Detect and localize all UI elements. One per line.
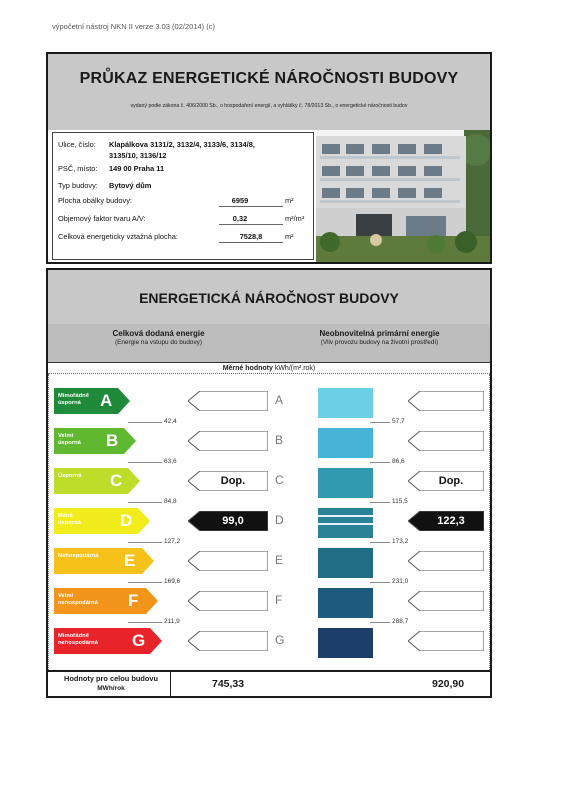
primary-class-block-a <box>318 388 373 418</box>
delivered-indicator-c-text: Dop. <box>220 474 246 487</box>
whole-building-values-row <box>48 670 490 696</box>
whole-building-label-line1: Hodnoty pro celou budovu <box>63 674 159 683</box>
class-label-line1: Mimořádně <box>58 633 89 639</box>
class-arrow-c <box>54 468 140 494</box>
delivered-limit-tick <box>128 622 162 623</box>
primary-limit-d: 173,2 <box>392 538 409 545</box>
shape-factor-value: 0,32 <box>232 214 248 223</box>
building-photo <box>316 130 490 262</box>
class-arrow-g <box>54 628 162 654</box>
primary-energy-subtitle: (Vliv provozu budovy na životní prostředí) <box>320 339 439 346</box>
reference-area-label: Celková energeticky vztažná plocha: <box>58 232 178 241</box>
delivered-limit-b: 63,6 <box>164 458 177 465</box>
certificate-header-box <box>46 52 492 264</box>
primary-limit-tick <box>370 622 390 623</box>
primary-limit-tick <box>370 422 390 423</box>
primary-indicator-d-text: 122,3 <box>437 514 465 527</box>
delivered-energy-title: Celková dodaná energie <box>112 329 205 338</box>
class-center-letter-e: E <box>275 553 284 567</box>
primary-energy-title: Neobnovitelná primární energie <box>319 329 440 338</box>
class-label-line1: Úsporná <box>58 473 82 479</box>
class-center-letter-g: G <box>275 633 285 647</box>
class-label-g <box>58 633 98 646</box>
class-arrow-d <box>54 508 150 534</box>
class-arrow-b <box>54 428 136 454</box>
street-label: Ulice, číslo: <box>58 140 96 149</box>
primary-limit-c: 115,5 <box>392 498 408 505</box>
primary-indicator-f <box>408 591 484 611</box>
certificate-title: PRŮKAZ ENERGETICKÉ NÁROČNOSTI BUDOVY <box>79 70 459 87</box>
delivered-limit-d: 127,2 <box>164 538 181 545</box>
shape-factor-unit: m²/m³ <box>285 214 305 223</box>
envelope-area-value: 6959 <box>231 196 249 205</box>
primary-class-block-b <box>318 428 373 458</box>
primary-class-block-f <box>318 588 373 618</box>
whole-building-unit: MWh/rok <box>97 685 125 692</box>
class-letter-c: C <box>110 471 123 490</box>
class-center-letter-c: C <box>275 473 284 487</box>
energy-rating-box <box>46 268 492 698</box>
delivered-indicator-a <box>188 391 268 411</box>
primary-energy-total: 920,90 <box>432 678 465 690</box>
envelope-area-unit: m² <box>285 196 294 205</box>
rating-title: ENERGETICKÁ NÁROČNOST BUDOVY <box>139 290 399 306</box>
delivered-limit-c: 84,8 <box>164 498 177 505</box>
primary-limit-tick <box>370 462 390 463</box>
shape-factor-underline <box>219 224 283 225</box>
delivered-limit-tick <box>128 582 162 583</box>
primary-indicator-c <box>408 471 484 491</box>
class-letter-g: G <box>132 631 146 650</box>
certificate-subtitle: vydaný podle zákona č. 406/2000 Sb., o hospodaření energií, a vyhlášky č. 78/2013 Sb., o energetické náročnosti budov <box>130 103 408 109</box>
delivered-limit-tick <box>128 422 162 423</box>
title-banner <box>48 54 490 130</box>
class-center-letter-d: D <box>275 513 284 527</box>
reference-area-value: 7528,8 <box>239 232 263 241</box>
building-info-panel <box>52 132 314 260</box>
class-center-letter-a: A <box>275 393 284 407</box>
delivered-indicator-g <box>188 631 268 651</box>
delivered-energy-header <box>48 324 269 362</box>
delivered-indicator-d <box>188 511 268 531</box>
class-label-line1: Velmi <box>58 433 74 439</box>
envelope-area-underline <box>219 206 283 207</box>
class-label-line1: Méně <box>58 513 73 519</box>
class-label-a <box>58 393 89 406</box>
class-letter-f: F <box>128 591 139 610</box>
primary-limit-b: 86,6 <box>392 458 405 465</box>
delivered-indicator-b <box>188 431 268 451</box>
primary-limit-e: 231,0 <box>392 578 409 585</box>
class-letter-b: B <box>106 431 119 450</box>
primary-class-block-g <box>318 628 373 658</box>
rating-title-banner <box>48 270 490 324</box>
primary-limit-f: 288,7 <box>392 618 409 625</box>
envelope-area-label: Plocha obálky budovy: <box>58 196 132 205</box>
class-label-line1: Mimořádně <box>58 393 89 399</box>
class-center-letter-f: F <box>275 593 283 607</box>
class-label-line2: úsporná <box>58 439 81 446</box>
primary-limit-tick <box>370 502 390 503</box>
delivered-indicator-e <box>188 551 268 571</box>
class-label-line1: Velmi <box>58 593 74 599</box>
class-label-f <box>58 593 98 606</box>
delivered-limit-tick <box>128 542 162 543</box>
class-arrow-f <box>54 588 158 614</box>
primary-class-block-c <box>318 468 373 498</box>
delivered-indicator-f <box>188 591 268 611</box>
delivered-limit-a: 42,4 <box>164 418 177 425</box>
delivered-limit-tick <box>128 502 162 503</box>
building-type-value: Bytový dům <box>109 181 152 190</box>
delivered-indicator-d-text: 99,0 <box>222 514 244 527</box>
right-dotted-border <box>489 374 490 670</box>
primary-limit-a: 57,7 <box>392 418 405 425</box>
primary-limit-tick <box>370 582 390 583</box>
delivered-indicator-c <box>188 471 268 491</box>
class-label-b <box>58 433 81 446</box>
street-value-line1: Klapálkova 3131/2, 3132/4, 3133/6, 3134/8, <box>109 140 255 149</box>
delivered-energy-subtitle: (Energie na vstupu do budovy) <box>114 339 203 346</box>
reference-area-unit: m² <box>285 232 294 241</box>
delivered-limit-f: 211,9 <box>164 618 180 625</box>
primary-indicator-g <box>408 631 484 651</box>
class-label-line2: nehospodárná <box>58 599 98 606</box>
shape-factor-label: Objemový faktor tvaru A/V: <box>58 214 146 223</box>
class-letter-e: E <box>124 551 136 570</box>
primary-block-stripe <box>318 515 373 517</box>
left-dotted-border <box>48 374 49 670</box>
class-letter-a: A <box>100 391 113 410</box>
primary-block-stripe <box>318 523 373 525</box>
primary-limit-tick <box>370 542 390 543</box>
footer-divider <box>170 672 171 696</box>
street-value-line2: 3135/10, 3136/12 <box>109 151 167 160</box>
primary-indicator-b <box>408 431 484 451</box>
primary-indicator-d <box>408 511 484 531</box>
class-label-line2: úsporná <box>58 399 81 406</box>
class-label-line2: úsporná <box>58 519 81 526</box>
specific-values-unit: kWh/(m².rok) <box>274 365 316 372</box>
reference-area-underline <box>219 242 283 243</box>
primary-indicator-e <box>408 551 484 571</box>
primary-indicator-a <box>408 391 484 411</box>
class-letter-d: D <box>120 511 133 530</box>
psc-value: 149 00 Praha 11 <box>109 164 165 173</box>
class-label-line1: Nehospodárná <box>58 553 99 559</box>
delivered-energy-total: 745,33 <box>212 678 245 690</box>
primary-indicator-c-text: Dop. <box>438 474 464 487</box>
building-type-label: Typ budovy: <box>58 181 98 190</box>
class-label-c <box>58 473 82 480</box>
specific-values-bar <box>48 362 490 374</box>
whole-building-label <box>52 674 170 693</box>
psc-label: PSČ, místo: <box>58 164 98 173</box>
class-label-e <box>58 553 99 560</box>
tool-version-line: výpočetní nástroj NKN II verze 3.03 (02/2014) (c) <box>52 22 215 31</box>
primary-energy-header <box>269 324 490 362</box>
specific-values-label: Měrné hodnoty <box>222 365 273 372</box>
class-arrow-a <box>54 388 130 414</box>
class-label-line2: nehospodárná <box>58 639 98 646</box>
primary-class-block-e <box>318 548 373 578</box>
class-arrow-e <box>54 548 154 574</box>
class-label-d <box>58 513 81 526</box>
class-center-letter-b: B <box>275 433 284 447</box>
delivered-limit-tick <box>128 462 162 463</box>
delivered-limit-e: 169,6 <box>164 578 181 585</box>
